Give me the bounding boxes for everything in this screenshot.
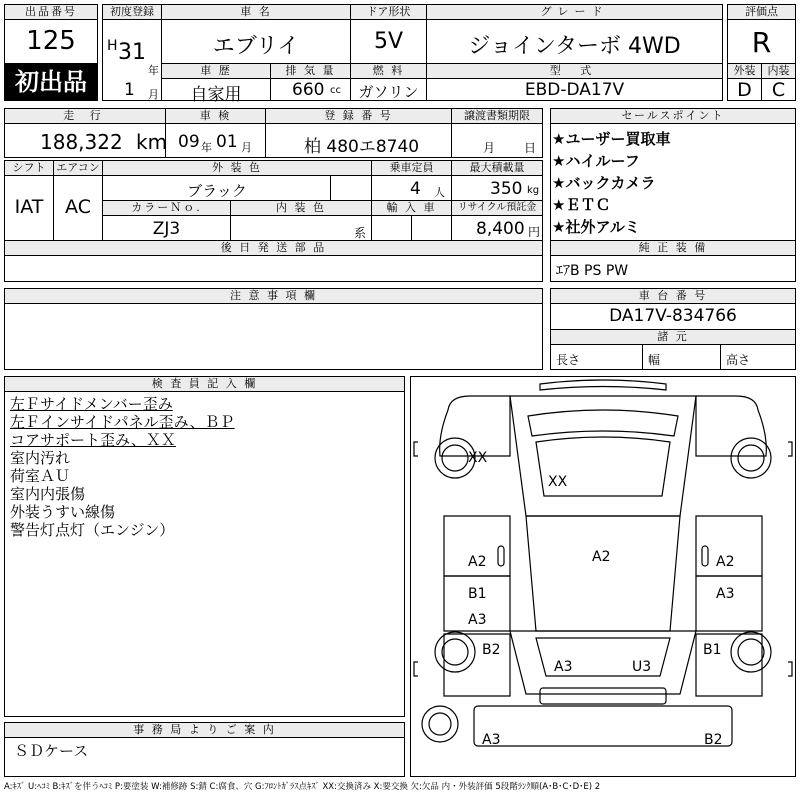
- damage-mark-left-front: XX: [468, 450, 488, 466]
- damage-mark-right-rear-door: A3: [716, 586, 735, 602]
- reg-year-unit: 年: [148, 64, 159, 77]
- dims-divider-1: [642, 344, 643, 370]
- equipment: ｴｱB PS PW: [556, 263, 629, 279]
- damage-mark-right-quarter: B1: [703, 642, 722, 658]
- dims-divider-2: [720, 344, 721, 370]
- ac-label: エアコン: [53, 160, 103, 176]
- later-parts-box: [4, 255, 543, 282]
- color-number: ZJ3: [152, 219, 181, 239]
- fuel-label: 燃 料: [350, 63, 427, 79]
- fuel: ガソリン: [358, 83, 419, 101]
- first-listing-badge: 初出品: [4, 63, 98, 101]
- inspector-note: 左Ｆサイドメンバー歪み: [10, 395, 173, 413]
- load-label: 最大積載量: [451, 160, 543, 176]
- inspect-label: 車 検: [165, 108, 266, 124]
- colorno-label: カラーＮｏ.: [102, 200, 231, 216]
- damage-mark-rear-bumper-left: A3: [482, 732, 501, 748]
- shift: IAT: [14, 196, 44, 218]
- lot-label: 出品番号: [4, 4, 98, 20]
- disp-label: 排 気 量: [270, 63, 351, 79]
- sales-point: ★ＥＴＣ: [552, 196, 611, 214]
- model-label: 型 式: [426, 63, 723, 79]
- car-diagram: [410, 376, 796, 777]
- equip-label: 純 正 装 備: [550, 240, 796, 256]
- color: ブラック: [187, 182, 247, 200]
- inspector-note: 外装うすい線傷: [10, 503, 116, 521]
- inspector-note: 室内汚れ: [10, 449, 71, 467]
- recycle-fee: 8,400: [476, 219, 525, 239]
- import-divider: [411, 215, 412, 241]
- intcolor-unit: 系: [354, 226, 367, 240]
- dims-height: 高さ: [726, 353, 751, 367]
- office-info: ＳＤケース: [14, 742, 89, 760]
- recycle-unit: 円: [528, 225, 541, 239]
- cap-unit: 人: [434, 186, 445, 199]
- intcolor-label: 内 装 色: [230, 200, 372, 216]
- inspect-month-unit: 月: [241, 141, 252, 154]
- disp-unit: cc: [330, 85, 341, 96]
- capacity: 4: [410, 179, 421, 199]
- transfer-day: 日: [524, 141, 537, 155]
- inspector-note: コアサポート歪み、ＸＸ: [10, 431, 176, 449]
- max-load: 350: [490, 179, 523, 199]
- score-label: 評価点: [727, 4, 796, 20]
- cap-label: 乗車定員: [371, 160, 452, 176]
- damage-mark-back-right: U3: [632, 659, 652, 675]
- mileage: 188,322: [40, 130, 123, 154]
- import-label: 輸 入 車: [371, 200, 452, 216]
- damage-mark-roof: A2: [592, 549, 611, 565]
- transfer-label: 譲渡書類期限: [451, 108, 543, 124]
- history: 自家用: [190, 85, 242, 105]
- dims-box: [550, 344, 796, 370]
- inspect-year: 09: [178, 132, 200, 152]
- plate-label: 登 録 番 号: [265, 108, 452, 124]
- later-parts-label: 後 日 発 送 部 品: [4, 240, 543, 256]
- sales-point: ★バックカメラ: [552, 174, 656, 192]
- damage-mark-left-door: A2: [468, 554, 487, 570]
- legend: A:ｷｽﾞ U:ﾍｺﾐ B:ｷｽﾞを伴うﾍｺﾐ P:要塗装 W:補修跡 S:錆 C:腐食、穴 G:ﾌﾛﾝﾄｶﾞﾗｽ点ｷｽﾞ XX:交換済み X:要交換 欠:欠品 内・外装評価 5段階ﾗﾝｸ順(A･B･C･D･E) 2: [4, 782, 601, 792]
- damage-mark-rear-bumper-right: B2: [704, 732, 723, 748]
- history-label: 車 歴: [161, 63, 271, 79]
- office-label: 事 務 局 よ り ご 案 内: [4, 722, 405, 738]
- intcolor-box: [230, 215, 372, 241]
- shift-label: シフト: [4, 160, 54, 176]
- inspector-label: 検 査 員 記 入 欄: [4, 376, 405, 392]
- ac: AC: [65, 196, 91, 218]
- int-score: C: [771, 79, 786, 101]
- chassis-label: 車 台 番 号: [550, 288, 796, 304]
- reg-month-unit: 月: [148, 88, 159, 101]
- model: EBD-DA17V: [524, 80, 625, 100]
- color-label: 外 装 色: [102, 160, 372, 176]
- ext-score: D: [737, 79, 752, 101]
- ext-label: 外装: [727, 63, 762, 79]
- era: H: [107, 38, 118, 54]
- inspector-note: 室内内張傷: [10, 485, 86, 503]
- damage-mark-hood: XX: [548, 474, 568, 490]
- caution-box: [4, 303, 543, 370]
- door-type: 5V: [373, 29, 404, 54]
- load-unit: kg: [527, 185, 540, 196]
- reg-year: 31: [118, 40, 146, 65]
- damage-mark-left-rear-door-a: A3: [468, 612, 487, 628]
- recycle-label: リサイクル預託金: [451, 200, 543, 216]
- damage-mark-back-left: A3: [554, 659, 573, 675]
- grade-label: グレード: [426, 4, 723, 20]
- door-label: ドア形状: [350, 4, 427, 20]
- sales-label: セールスポイント: [550, 108, 796, 124]
- inspector-note: 左Ｆインサイドパネル歪み、ＢＰ: [10, 413, 235, 431]
- displacement: 660: [292, 80, 325, 100]
- dims-label: 諸 元: [550, 329, 796, 345]
- inspect-year-unit: 年: [201, 141, 212, 154]
- sales-point: ★社外アルミ: [552, 218, 640, 236]
- dims-length: 長さ: [556, 353, 581, 367]
- lot-number: 125: [26, 26, 76, 56]
- plate: 柏 480エ8740: [304, 137, 420, 157]
- inspector-note: 警告灯点灯（エンジン）: [10, 521, 175, 539]
- reg-month: 1: [124, 80, 135, 100]
- inspector-note: 荷室ＡＵ: [10, 467, 71, 485]
- name-label: 車 名: [161, 4, 351, 20]
- mileage-label: 走 行: [4, 108, 166, 124]
- mileage-unit: km: [136, 130, 168, 154]
- chassis-number: DA17V-834766: [609, 306, 737, 326]
- inspect-month: 01: [216, 132, 238, 152]
- car-name: エブリイ: [212, 34, 300, 59]
- reg-label: 初度登録: [102, 4, 162, 20]
- sales-point: ★ハイルーフ: [552, 152, 640, 170]
- dims-width: 幅: [648, 353, 661, 367]
- damage-mark-left-quarter: B2: [482, 642, 501, 658]
- caution-label: 注 意 事 項 欄: [4, 288, 543, 304]
- damage-mark-right-door: A2: [716, 554, 735, 570]
- grade: ジョインターボ 4WD: [468, 34, 681, 59]
- int-label: 内装: [761, 63, 796, 79]
- sales-points: [552, 128, 670, 238]
- transfer-month: 月: [483, 141, 496, 155]
- score: R: [751, 26, 772, 59]
- damage-mark-left-rear-door-b: B1: [468, 586, 487, 602]
- sales-point: ★ユーザー買取車: [552, 130, 671, 148]
